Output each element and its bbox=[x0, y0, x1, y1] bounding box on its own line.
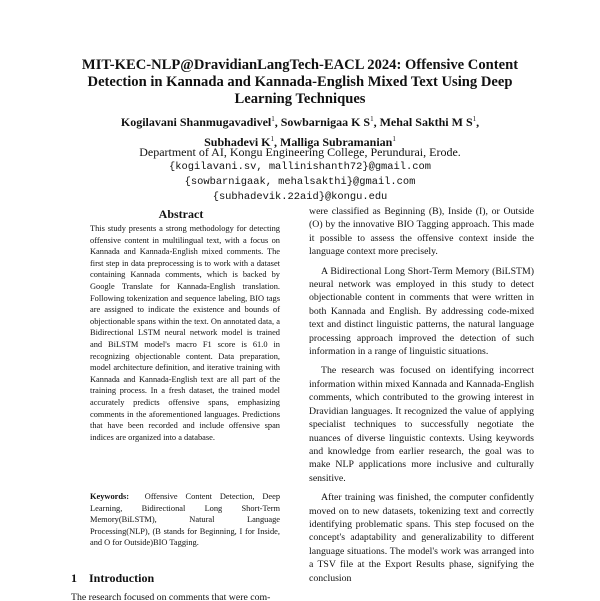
author-name: Kogilavani Shanmugavadivel bbox=[120, 115, 272, 129]
email-line: {sowbarnigaak, mehalsakthi}@gmail.com bbox=[184, 176, 416, 188]
paper-title: MIT-KEC-NLP@DravidianLangTech-EACL 2024: Offensive Content Detection in Kannada and Kannada-English Mixed Text Using Deep Learning Techniques bbox=[81, 57, 519, 107]
paragraph: The research was focused on identifying incorrect information within mixed Kannada and Kannada-English comments, which contributed to the growing interest in Dravidian languages. It recognized the value of applying specialist techniques to successfully negotiate the nuances of diverse linguistic contexts. Using keywords and knowledge from earlier research, the goal was to make NLP applications more inclusive and culturally sensitive. bbox=[309, 365, 534, 484]
affiliation: Department of AI, Kongu Engineering College, Perundurai, Erode. bbox=[139, 145, 461, 159]
author-line-2: Subhadevi $K^1$, Malliga Subramanian$^1$ bbox=[204, 135, 396, 149]
section-title: Introduction bbox=[89, 571, 155, 585]
paragraph: A Bidirectional Long Short-Term Memory (BiLSTM) neural network was employed in this study to detect objectionable content in comments that were written in both Kannada and English. By addressing code-mixed text and distinct linguistic patterns, the natural language processing approach improved the detection of such information in a range of linguistic situations. bbox=[309, 265, 534, 358]
keywords-label: Keywords bbox=[90, 492, 127, 501]
keywords-block: Keywords: Offensive Content Detection, Deep Learning, Bidirectional Long Short-Term Memory(BiLSTM), Natural Language Processing(NLP), (B stands for Beginning, I for Inside, and O for Outside)BIO Tagging. bbox=[90, 492, 281, 548]
section-heading-introduction bbox=[71, 571, 154, 586]
abstract-body: This study presents a strong methodology for detecting offensive content in multilingual text, with a focus on Kannada and Kannada-English mixed comments. The first step in data preprocessing is to work with a dataset containing Kannada comments, which is backed by Google Translate for Kannada-English translation. Following tokenization and sequence labeling, BIO tags are assigned to indicate the existence and bounds of objectionable spans within the text. On annotated data, a Bidirectional LSTM neural network model is trained and BiLSTM model's macro F1 score is 61.0 in recognizing objectionable content. Data preparation, model architecture definition, and iterative training with Kannada and Kannada-English text are all part of the training process. In a fresh dataset, the trained model accurately predicts offensive spans, emphasizing comments in the aforementioned languages. Predictions that have been recorded and include offensive span indices are organized into a database. bbox=[90, 224, 280, 442]
author-name: Malliga Subramanian bbox=[280, 135, 393, 149]
paragraph: After training was finished, the computer confidently moved on to new datasets, tokenizing text and correctly identifying problematic spans. This step focused on the concept's adaptability and generalizability to different language situations. The model's work was arranged into a TSV file at the Export Results phase, signifying the conclusion bbox=[309, 492, 534, 584]
author-affiliation-mark: 1 bbox=[270, 135, 274, 143]
email-line: {subhadevik.22aid}@kongu.edu bbox=[212, 191, 388, 203]
intro-first-line: The research focused on comments that were com- bbox=[71, 592, 271, 601]
author-name: Sowbarnigaa K S bbox=[280, 115, 371, 129]
abstract-heading: Abstract bbox=[158, 207, 204, 221]
email-line: {kogilavani.sv, mallinishanth72}@gmail.com bbox=[169, 161, 431, 173]
author-affiliation-mark: 1 bbox=[472, 115, 477, 123]
keywords-text: Offensive Content Detection, Deep Learning, Bidirectional Long Short-Term Memory(BiLSTM), Natural Language Processing(NLP), (B stands for Beginning, I for Inside, and O for Outside)BIO Tagging. bbox=[90, 492, 281, 548]
author-affiliation-mark: 1 bbox=[392, 135, 396, 143]
author-affiliation-mark: 1 bbox=[370, 115, 374, 123]
author-name: Mehal Sakthi M S bbox=[379, 115, 473, 129]
author-affiliation-mark: 1 bbox=[271, 115, 275, 123]
author-line-1: Kogilavani Shanmugavadivel$^1$, Sowbarnigaa K $S^1$, Mehal Sakthi M $S^1$, bbox=[120, 115, 480, 129]
paragraph: were classified as Beginning (B), Inside (I), or Outside (O) by the innovative BIO Tagging approach. This made it possible to assess the offensive context inside the language context more precisely. bbox=[309, 206, 534, 258]
section-number: 1 bbox=[71, 571, 77, 585]
author-name: Subhadevi K bbox=[204, 135, 271, 149]
affiliation-block bbox=[40, 145, 560, 205]
right-column-text bbox=[309, 205, 534, 591]
